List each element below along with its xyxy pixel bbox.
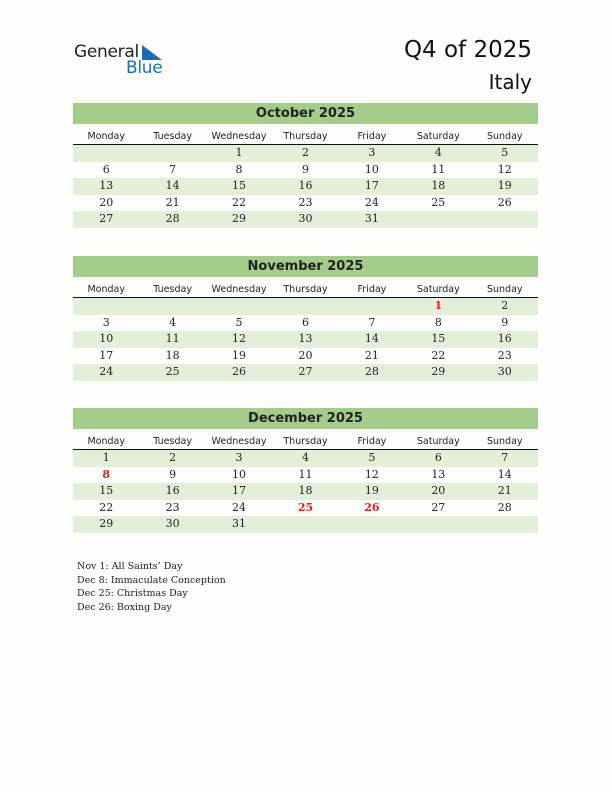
month-calendar-december: [73, 408, 538, 533]
day-cell: 20: [431, 484, 446, 498]
day-cell: 31: [232, 517, 247, 531]
day-cell: 6: [434, 451, 442, 464]
day-cell: 24: [232, 500, 247, 514]
day-cell: [272, 298, 338, 315]
week-row: [73, 315, 538, 332]
day-cell: 27: [431, 500, 446, 514]
week-row: [73, 145, 538, 162]
weekday-label: Saturday: [416, 436, 460, 447]
week-row: [73, 348, 538, 365]
day-cell: 30: [497, 365, 512, 379]
day-cell: 17: [99, 348, 114, 362]
day-cell: 31: [364, 212, 379, 226]
week-row: [73, 467, 538, 484]
day-cell: 29: [232, 212, 247, 226]
day-cell: 28: [497, 500, 512, 514]
weekday-label: Monday: [87, 436, 125, 447]
day-cell: 21: [165, 195, 180, 209]
weekday-label: Monday: [87, 131, 125, 142]
day-cell: 6: [301, 315, 309, 329]
day-cell: 15: [232, 179, 247, 193]
day-cell: 13: [431, 467, 446, 481]
weekday-label: Monday: [87, 284, 125, 295]
day-cell: 19: [497, 179, 512, 193]
day-cell: 25: [165, 365, 180, 379]
day-cell: 11: [165, 332, 180, 346]
logo-general-text: General: [74, 42, 139, 62]
day-cell: 28: [165, 212, 180, 226]
weekday-label: Sunday: [486, 131, 523, 142]
day-cell: 9: [169, 467, 177, 481]
day-cell: 1: [235, 146, 243, 159]
day-cell: 19: [232, 348, 247, 362]
week-row: [73, 450, 538, 467]
day-cell: 8: [434, 315, 442, 329]
day-cell: [73, 298, 139, 315]
weekday-label: Wednesday: [211, 284, 267, 295]
weekday-label: Wednesday: [211, 436, 267, 447]
day-cell: 2: [301, 146, 309, 159]
day-cell: 25: [431, 195, 446, 209]
holiday-note: Nov 1: All Saints’ Day: [77, 561, 183, 572]
weekday-label: Friday: [357, 436, 387, 447]
weekday-label: Friday: [357, 131, 387, 142]
day-cell: 27: [99, 212, 114, 226]
weekday-label: Sunday: [486, 284, 523, 295]
day-cell: 4: [169, 315, 177, 329]
weekday-label: Wednesday: [211, 131, 267, 142]
day-cell: 6: [102, 162, 110, 176]
day-cell: 7: [169, 162, 177, 176]
day-cell: 24: [364, 195, 379, 209]
day-cell: 4: [301, 451, 309, 464]
day-cell: 19: [364, 484, 379, 498]
day-cell: [73, 145, 139, 162]
day-cell: 14: [497, 467, 512, 481]
day-cell: 23: [165, 500, 180, 514]
day-cell: 3: [368, 146, 376, 159]
holiday-note: Dec 26: Boxing Day: [77, 601, 172, 613]
weekday-label: Thursday: [283, 284, 328, 295]
week-row: [73, 162, 538, 179]
day-cell: 12: [497, 162, 512, 176]
month-title: October 2025: [73, 103, 538, 124]
day-cell: 3: [235, 451, 243, 464]
day-cell: 22: [232, 195, 247, 209]
weekday-label: Tuesday: [153, 436, 192, 447]
day-cell: 13: [298, 332, 313, 346]
day-cell: 8: [235, 162, 243, 176]
week-row: [73, 195, 538, 212]
day-cell: [472, 211, 538, 228]
holiday-note: Dec 25: Christmas Day: [77, 588, 188, 599]
holiday-day-cell: 25: [297, 500, 314, 514]
day-cell: [339, 298, 405, 315]
week-row: [73, 364, 538, 381]
day-cell: 15: [99, 484, 114, 498]
weekday-label: Friday: [357, 284, 387, 295]
day-cell: 18: [165, 348, 180, 362]
day-cell: 1: [102, 451, 110, 464]
day-cell: 21: [364, 348, 379, 362]
week-row: [73, 211, 538, 228]
weekday-label: Thursday: [283, 436, 328, 447]
day-cell: 5: [235, 315, 243, 329]
day-cell: 27: [298, 365, 313, 379]
day-cell: [472, 516, 538, 533]
page-title: Q4 of 2025: [403, 37, 532, 63]
week-row: [73, 178, 538, 195]
day-cell: 5: [501, 146, 509, 159]
day-cell: 29: [99, 517, 114, 531]
day-cell: 23: [298, 195, 313, 209]
day-cell: 18: [431, 179, 446, 193]
day-cell: 16: [298, 179, 313, 193]
day-cell: [405, 516, 471, 533]
day-cell: 9: [301, 162, 309, 176]
day-cell: 18: [298, 484, 313, 498]
day-cell: 30: [298, 212, 313, 226]
holiday-day-cell: 1: [434, 299, 443, 312]
day-cell: 2: [169, 451, 177, 464]
day-cell: 2: [501, 299, 509, 312]
day-cell: 16: [165, 484, 180, 498]
weekday-header-row: [73, 433, 538, 450]
day-cell: [405, 211, 471, 228]
weekday-label: Saturday: [416, 284, 460, 295]
day-cell: 10: [232, 467, 247, 481]
day-cell: 30: [165, 517, 180, 531]
day-cell: 10: [99, 332, 114, 346]
day-cell: 21: [497, 484, 512, 498]
weekday-header-row: [73, 281, 538, 298]
holiday-day-cell: 8: [102, 467, 111, 481]
day-cell: 12: [232, 332, 247, 346]
day-cell: 7: [368, 315, 376, 329]
day-cell: 7: [501, 451, 509, 464]
holiday-day-cell: 26: [364, 500, 380, 514]
week-row: [73, 331, 538, 348]
day-cell: 24: [99, 365, 114, 379]
day-cell: 17: [232, 484, 247, 498]
day-cell: 13: [99, 179, 114, 193]
holiday-note: Dec 8: Immaculate Conception: [77, 574, 226, 586]
day-cell: 22: [431, 348, 446, 362]
holiday-notes: [77, 560, 226, 614]
weekday-label: Thursday: [283, 131, 328, 142]
day-cell: 5: [368, 451, 376, 464]
day-cell: 20: [298, 348, 313, 362]
day-cell: 15: [431, 332, 446, 346]
week-row: [73, 298, 538, 315]
logo-blue-text: Blue: [126, 58, 163, 78]
day-cell: 3: [102, 315, 110, 329]
day-cell: 9: [501, 315, 509, 329]
day-cell: 14: [165, 179, 180, 193]
weekday-label: Sunday: [486, 436, 523, 447]
day-cell: 17: [364, 179, 379, 193]
day-cell: [206, 298, 272, 315]
day-cell: 26: [497, 195, 512, 209]
generalblue-logo: [74, 42, 174, 76]
weekday-header-row: [73, 128, 538, 145]
day-cell: [339, 516, 405, 533]
day-cell: 11: [298, 467, 313, 481]
day-cell: 14: [364, 332, 379, 346]
day-cell: [272, 516, 338, 533]
month-title: November 2025: [73, 256, 538, 277]
day-cell: 28: [364, 365, 379, 379]
day-cell: 22: [99, 500, 114, 514]
weekday-label: Tuesday: [153, 131, 192, 142]
day-cell: 16: [497, 332, 512, 346]
week-row: [73, 500, 538, 517]
day-cell: 23: [497, 348, 512, 362]
day-cell: 10: [364, 162, 379, 176]
week-row: [73, 516, 538, 533]
month-calendar-october: [73, 103, 538, 228]
day-cell: 12: [364, 467, 379, 481]
week-row: [73, 483, 538, 500]
month-calendar-november: [73, 256, 538, 381]
weekday-label: Tuesday: [153, 284, 192, 295]
day-cell: 11: [431, 162, 446, 176]
month-title: December 2025: [73, 408, 538, 429]
day-cell: 26: [232, 365, 247, 379]
day-cell: 20: [99, 195, 114, 209]
day-cell: [139, 145, 205, 162]
day-cell: 4: [434, 146, 442, 159]
day-cell: [139, 298, 205, 315]
weekday-label: Saturday: [416, 131, 460, 142]
day-cell: 29: [431, 365, 446, 379]
country-name: Italy: [488, 70, 532, 94]
